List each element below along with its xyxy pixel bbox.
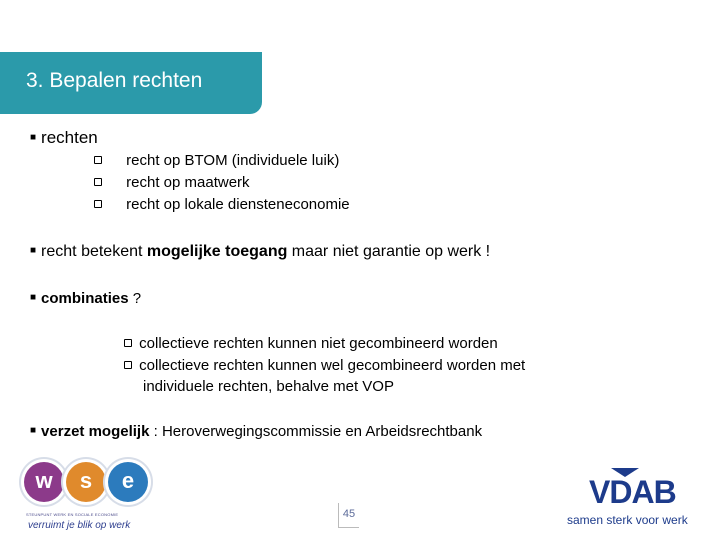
sub-item-continuation: individuele rechten, behalve met VOP <box>143 378 394 395</box>
slide-title: 3. Bepalen rechten <box>26 69 203 92</box>
rechten-label: rechten <box>41 128 98 147</box>
wse-tagline: verruimt je blik op werk <box>28 520 131 531</box>
checkbox-bullet-icon <box>94 200 102 208</box>
sub-item: collectieve rechten kunnen niet gecombineerd worden <box>124 335 498 352</box>
checkbox-bullet-icon <box>124 339 132 347</box>
logo-letter-w: w <box>24 462 64 502</box>
checkbox-bullet-icon <box>94 178 102 186</box>
logo-letter-e: e <box>108 462 148 502</box>
wse-small-text: STEUNPUNT WERK EN SOCIALE ECONOMIE <box>26 512 119 517</box>
checkbox-bullet-icon <box>124 361 132 369</box>
title-banner <box>0 52 262 114</box>
square-bullet-icon: ■ <box>30 425 37 436</box>
sub-item: recht op lokale diensteneconomie <box>94 196 350 213</box>
vdab-wordmark: VDAB <box>589 474 676 510</box>
sub-item: recht op BTOM (individuele luik) <box>94 152 339 169</box>
bullet-rechten <box>30 128 98 148</box>
sub-item: recht op maatwerk <box>94 174 250 191</box>
bullet-combinaties: ■ combinaties ? <box>30 290 142 307</box>
vdab-logo <box>565 468 705 528</box>
logo-letter-s: s <box>66 462 106 502</box>
checkbox-bullet-icon <box>94 156 102 164</box>
sub-item: collectieve rechten kunnen wel gecombineerd worden met <box>124 357 525 374</box>
wse-logo <box>16 454 156 534</box>
bullet-betekent: ■ recht betekent mogelijke toegang maar niet garantie op werk ! <box>30 243 491 260</box>
vdab-tagline: samen sterk voor werk <box>567 513 688 527</box>
square-bullet-icon: ■ <box>30 132 37 143</box>
bullet-verzet: ■ verzet mogelijk : Heroverwegingscommissie en Arbeidsrechtbank <box>30 423 483 440</box>
square-bullet-icon: ■ <box>30 292 37 303</box>
page-number: 45 <box>338 503 359 528</box>
square-bullet-icon: ■ <box>30 245 37 256</box>
